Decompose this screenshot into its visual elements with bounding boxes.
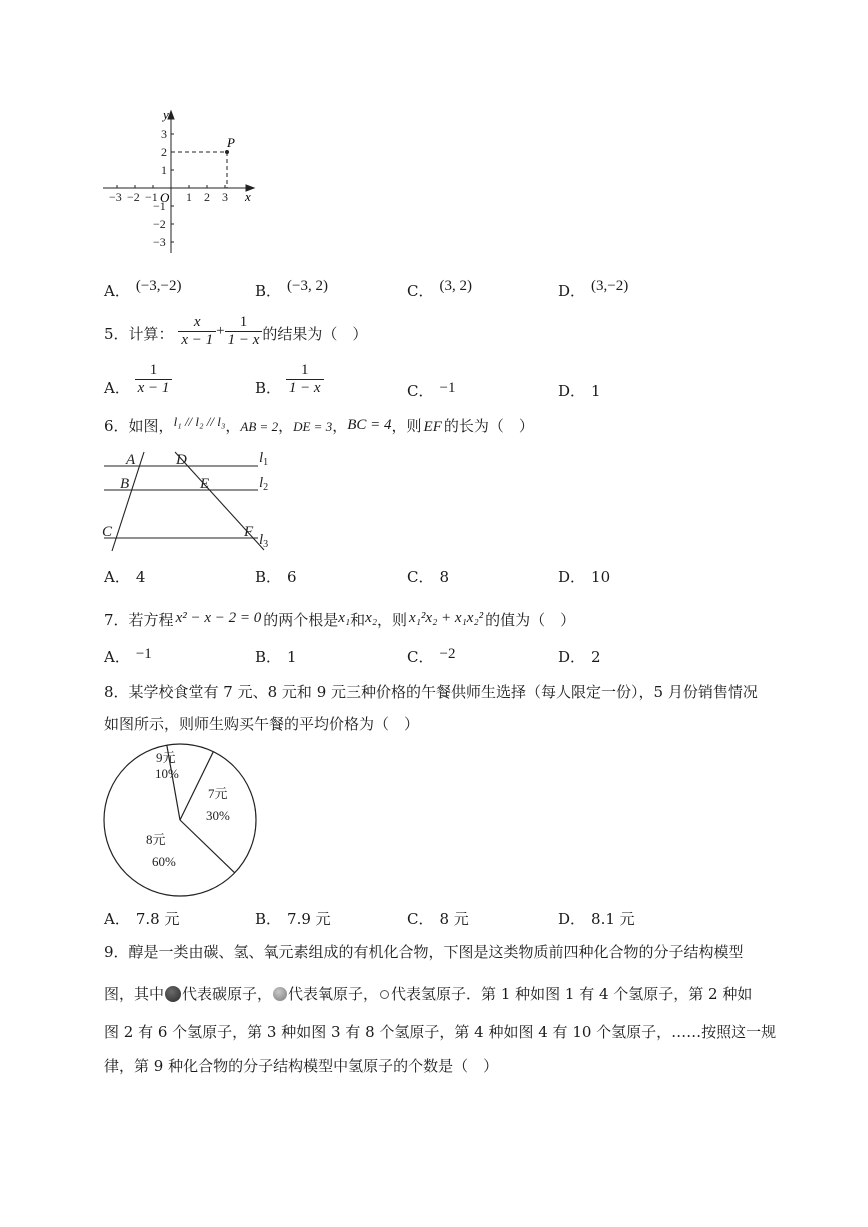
fraction-numerator: 1 (300, 361, 309, 378)
q8-option-d[interactable] (558, 908, 635, 929)
root-2: x₂ (365, 610, 378, 626)
q6-option-d[interactable] (558, 566, 610, 587)
q5-stem (104, 314, 367, 355)
fraction (286, 362, 324, 397)
q9-line2-d: 代表氢原子．第 1 种如图 1 有 4 个氢原子，第 2 种如 (391, 985, 753, 1003)
parallel-lines-figure (98, 448, 280, 556)
fraction (178, 314, 216, 349)
q5-prefix: 计算： (128, 325, 174, 343)
x-tick-label: −3 (109, 190, 122, 204)
q6-stem (104, 416, 534, 437)
equation: x² − x − 2 = 0 (175, 610, 262, 626)
q8-option-c[interactable] (407, 908, 469, 929)
q9-line2-c: 代表氧原子， (288, 985, 379, 1003)
separator: ， (278, 417, 294, 435)
option-letter: D． (558, 568, 586, 586)
q9-line2-a: 图，其中 (104, 985, 165, 1003)
q5-option-b[interactable] (255, 358, 324, 398)
option-letter: C． (407, 382, 434, 400)
option-value: 8 (439, 568, 450, 586)
condition-de: DE = 3 (293, 419, 333, 434)
q5-option-d[interactable] (558, 380, 601, 401)
point-d-label: D (176, 452, 187, 468)
x-tick-label: −2 (127, 190, 140, 204)
q4-option-a[interactable] (104, 280, 182, 301)
question-number: 5． (104, 325, 129, 343)
option-letter: B． (255, 379, 282, 397)
q4-option-c[interactable] (407, 280, 472, 301)
option-value: 7.8 元 (135, 910, 180, 928)
then-text: ，则 (391, 417, 422, 435)
q8-stem-line-1: 8．某学校食堂有 7 元、8 元和 9 元三种价格的午餐供师生选择（每人限定一份），5 月份销售情况 (104, 683, 758, 701)
hydrogen-atom-icon (380, 990, 389, 999)
option-value: −2 (439, 646, 456, 662)
condition-bc: BC = 4 (347, 417, 392, 433)
y-axis-arrow (168, 111, 174, 119)
q7-option-d[interactable] (558, 646, 601, 667)
x-tick-label: −1 (145, 190, 158, 204)
then-text: ，则 (377, 611, 408, 629)
question-number: 6． (104, 417, 129, 435)
q5-option-c[interactable] (407, 380, 455, 401)
q7-option-b[interactable] (255, 646, 297, 667)
point-e-label: E (200, 476, 210, 492)
option-letter: A． (104, 282, 130, 300)
option-letter: D． (558, 648, 586, 666)
option-value: 2 (591, 648, 601, 666)
fraction-denominator: 1 − x (225, 331, 263, 349)
fraction-denominator: x − 1 (178, 331, 216, 349)
option-letter: B． (255, 648, 282, 666)
option-letter: C． (407, 568, 434, 586)
pie-divider (180, 820, 235, 873)
option-letter: A． (104, 648, 130, 666)
target-segment: EF (423, 419, 442, 435)
point-a-label: A (126, 452, 136, 468)
fraction (225, 314, 263, 349)
coordinate-graph (95, 105, 270, 260)
q6-suffix: 的长为（ ） (443, 417, 534, 435)
option-value: 1 (287, 648, 297, 666)
option-letter: C． (407, 282, 434, 300)
q7-option-a[interactable] (104, 646, 152, 667)
carbon-atom-icon (165, 986, 181, 1002)
option-letter: A． (104, 379, 130, 397)
y-tick-label: 3 (161, 127, 167, 141)
option-value: 4 (135, 568, 146, 586)
oxygen-atom-icon (273, 987, 287, 1001)
q6-option-c[interactable] (407, 566, 449, 587)
option-value: 8.1 元 (591, 910, 635, 928)
pie-chart (100, 740, 262, 902)
q6-option-a[interactable] (104, 566, 145, 587)
option-value: 6 (287, 568, 297, 586)
y-tick-label: −1 (153, 199, 166, 213)
x-tick-label: 2 (204, 190, 210, 204)
and-text: 和 (350, 611, 366, 629)
plus-sign: + (216, 323, 225, 339)
option-letter: B． (255, 568, 282, 586)
x-tick-label: 1 (186, 190, 192, 204)
q8-option-a[interactable] (104, 908, 179, 929)
line-l3-label: $l_3$ (259, 532, 269, 550)
condition-ab: AB = 2 (240, 419, 279, 434)
expression: x₁²x₂ + x₁x₂² (409, 610, 484, 626)
option-value: (3, 2) (439, 278, 472, 294)
option-letter: D． (558, 282, 586, 300)
option-value: 10 (591, 568, 611, 586)
q9-line2-b: 代表碳原子， (182, 985, 273, 1003)
option-letter: B． (255, 910, 282, 928)
option-value: 7.9 元 (287, 910, 331, 928)
origin-label: O (160, 190, 170, 205)
option-value: 8 元 (439, 910, 469, 928)
q6-prefix: 如图， (128, 417, 174, 435)
option-value: (3,−2) (591, 278, 629, 294)
q9-stem-line-2 (104, 984, 752, 1004)
x-axis-label: x (245, 189, 251, 204)
pie-label-9: 9元 (156, 750, 176, 765)
y-tick-label: 1 (161, 163, 167, 177)
q8-stem-line-2: 如图所示，则师生购买午餐的平均价格为（ ） (104, 715, 420, 733)
option-letter: D． (558, 910, 586, 928)
option-letter: A． (104, 568, 130, 586)
q5-option-a[interactable] (104, 358, 172, 398)
q5-suffix: 的结果为（ ） (262, 325, 368, 343)
q4-option-d[interactable] (558, 280, 628, 301)
pie-percent-9: 10% (155, 766, 179, 781)
line-l1-label: $l_1$ (259, 450, 269, 468)
point-f-label: F (244, 524, 254, 540)
question-number: 7． (104, 611, 129, 629)
separator: ， (225, 417, 241, 435)
point-p (225, 150, 229, 154)
fraction (135, 362, 173, 397)
option-letter: D． (558, 382, 586, 400)
line-l2-label: $l_2$ (259, 475, 269, 493)
fraction-numerator: 1 (149, 361, 158, 378)
fraction-numerator: 1 (239, 313, 248, 330)
q9-stem-line-4: 律，第 9 种化合物的分子结构模型中氢原子的个数是（ ） (104, 1057, 499, 1075)
q7-suffix: 的值为（ ） (485, 611, 576, 629)
pie-percent-7: 30% (206, 808, 230, 823)
option-value: −1 (439, 380, 456, 396)
root-1: x₁ (338, 610, 351, 626)
option-value: −1 (135, 646, 152, 662)
option-value: (−3,−2) (135, 278, 182, 294)
q9-stem-line-1: 9．醇是一类由碳、氢、氧元素组成的有机化合物，下图是这类物质前四种化合物的分子结构模型 (104, 943, 744, 961)
pie-label-8: 8元 (146, 832, 166, 847)
q9-stem-line-3: 图 2 有 6 个氢原子，第 3 种如图 3 有 8 个氢原子，第 4 种如图 4 有 10 个氢原子，……按照这一规 (104, 1023, 777, 1041)
q6-option-b[interactable] (255, 566, 297, 587)
point-label: P (227, 135, 235, 150)
q4-option-b[interactable] (255, 280, 328, 301)
fraction-denominator: 1 − x (286, 379, 324, 397)
option-letter: C． (407, 648, 434, 666)
fraction-denominator: x − 1 (135, 379, 173, 397)
q8-option-b[interactable] (255, 908, 331, 929)
point-b-label: B (120, 476, 130, 492)
q7-mid: 的两个根是 (263, 611, 339, 629)
option-letter: C． (407, 910, 434, 928)
point-c-label: C (102, 524, 113, 540)
fraction-numerator: x (193, 313, 201, 330)
y-tick-label: −3 (153, 235, 166, 249)
y-tick-label: −2 (153, 217, 166, 231)
y-axis-label: y (163, 107, 169, 122)
option-letter: A． (104, 910, 130, 928)
y-tick-label: 2 (161, 145, 167, 159)
option-value: 1 (591, 382, 601, 400)
x-tick-label: 3 (222, 190, 228, 204)
q7-option-c[interactable] (407, 646, 455, 667)
pie-label-7: 7元 (208, 786, 228, 801)
option-value: (−3, 2) (287, 278, 328, 294)
pie-percent-8: 60% (152, 854, 176, 869)
option-letter: B． (255, 282, 282, 300)
q7-prefix: 若方程 (128, 611, 174, 629)
parallel-lines: l₁ // l₂ // l₃ (173, 414, 226, 429)
q7-stem (104, 610, 575, 631)
separator: ， (332, 417, 348, 435)
